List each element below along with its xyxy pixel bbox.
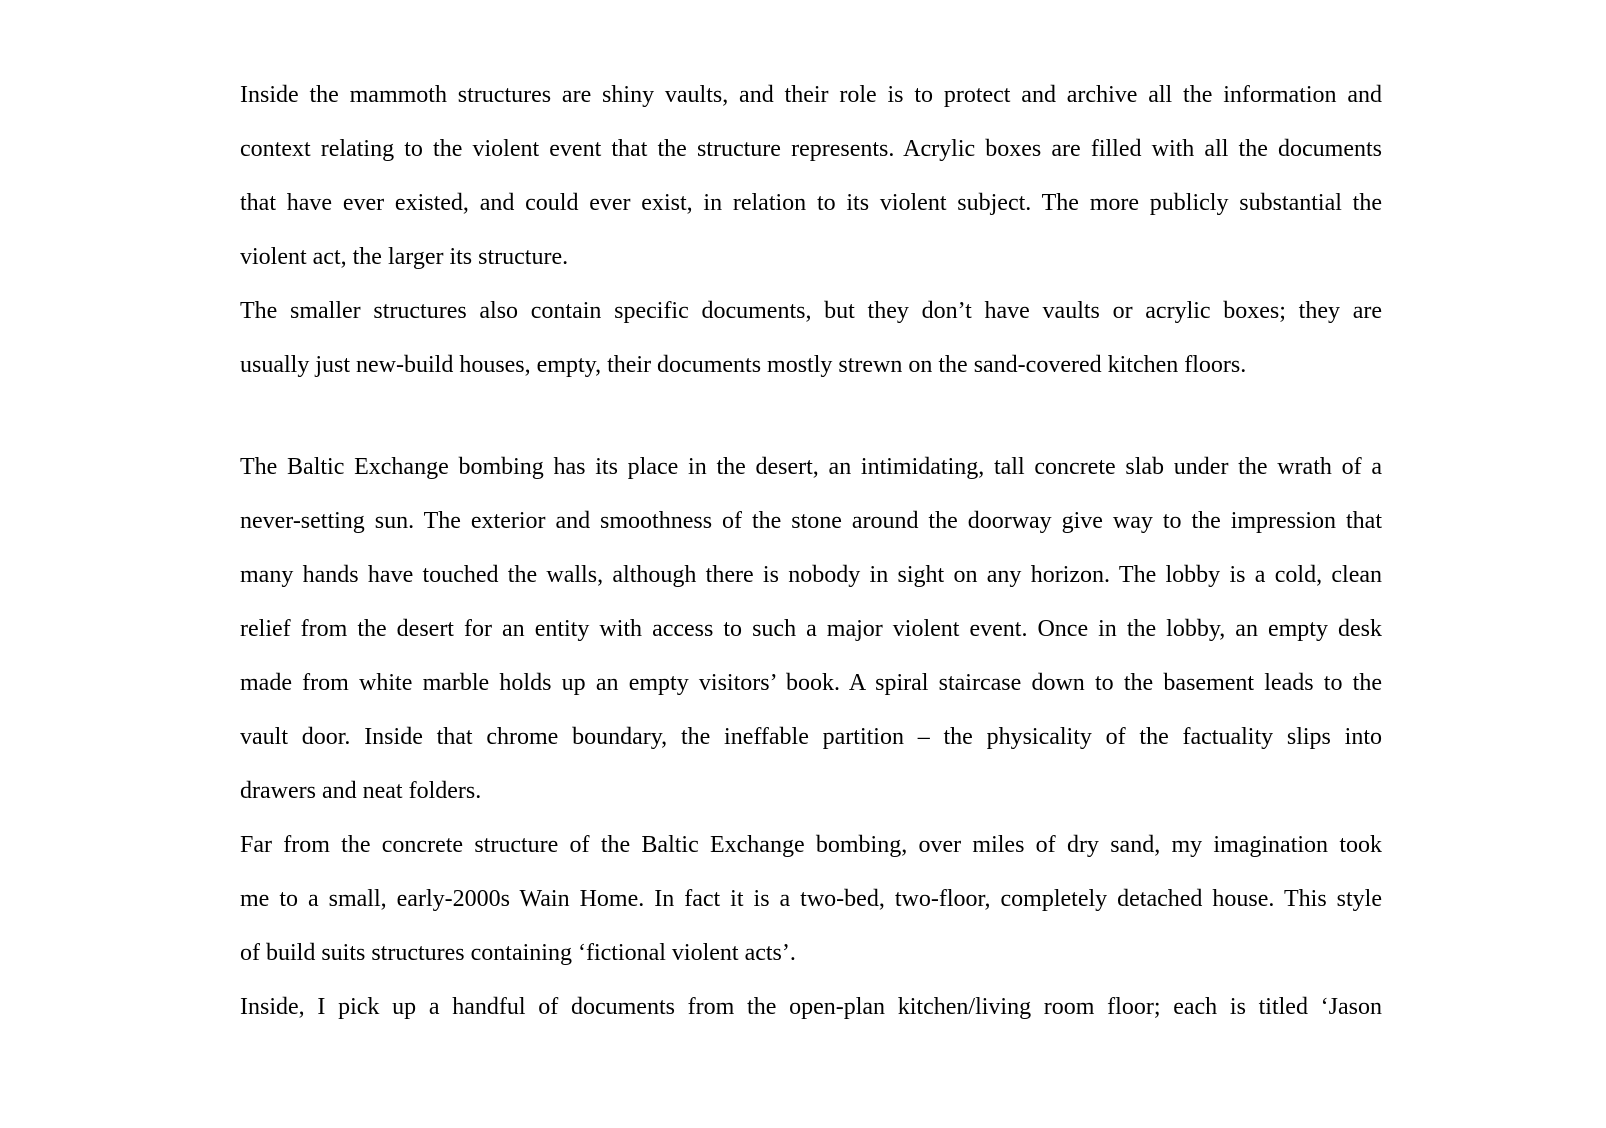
paragraph-wain-home [240,818,1382,980]
paragraph-gap [240,392,1382,440]
paragraph-baltic-exchange [240,440,1382,818]
text-line: The smaller structures also contain specific documents, but they don’t have vaults or acrylic boxes; they are [240,298,1382,324]
text-line: that have ever existed, and could ever exist, in relation to its violent subject. The more publicly substantial the [240,190,1382,216]
text-line: made from white marble holds up an empty visitors’ book. A spiral staircase down to the basement leads to the [240,670,1382,696]
text-line: Far from the concrete structure of the Baltic Exchange bombing, over miles of dry sand, my imagination took [240,832,1382,858]
paragraph-vaults [240,68,1382,284]
text-line: many hands have touched the walls, although there is nobody in sight on any horizon. The lobby is a cold, clean [240,562,1382,588]
text-line: vault door. Inside that chrome boundary, the ineffable partition – the physicality of the factuality slips into [240,724,1382,750]
paragraph-smaller-structures [240,284,1382,392]
text-line: violent act, the larger its structure. [240,244,569,270]
text-line: relief from the desert for an entity with access to such a major violent event. Once in the lobby, an empty desk [240,616,1382,642]
text-line: drawers and neat folders. [240,778,482,804]
paragraph-documents [240,980,1382,1034]
text-line: context relating to the violent event that the structure represents. Acrylic boxes are filled with all the documents [240,136,1382,162]
text-line: me to a small, early-2000s Wain Home. In fact it is a two-bed, two-floor, completely detached house. This style [240,886,1382,912]
text-line: Inside, I pick up a handful of documents from the open-plan kitchen/living room floor; each is titled ‘Jason [240,994,1382,1020]
text-line: of build suits structures containing ‘fictional violent acts’. [240,940,796,966]
text-line: usually just new-build houses, empty, their documents mostly strewn on the sand-covered kitchen floors. [240,352,1247,378]
document-page [240,68,1382,1034]
text-line: never-setting sun. The exterior and smoothness of the stone around the doorway give way to the impression that [240,508,1382,534]
text-line: The Baltic Exchange bombing has its place in the desert, an intimidating, tall concrete slab under the wrath of a [240,454,1382,480]
text-line: Inside the mammoth structures are shiny vaults, and their role is to protect and archive all the information and [240,82,1382,108]
